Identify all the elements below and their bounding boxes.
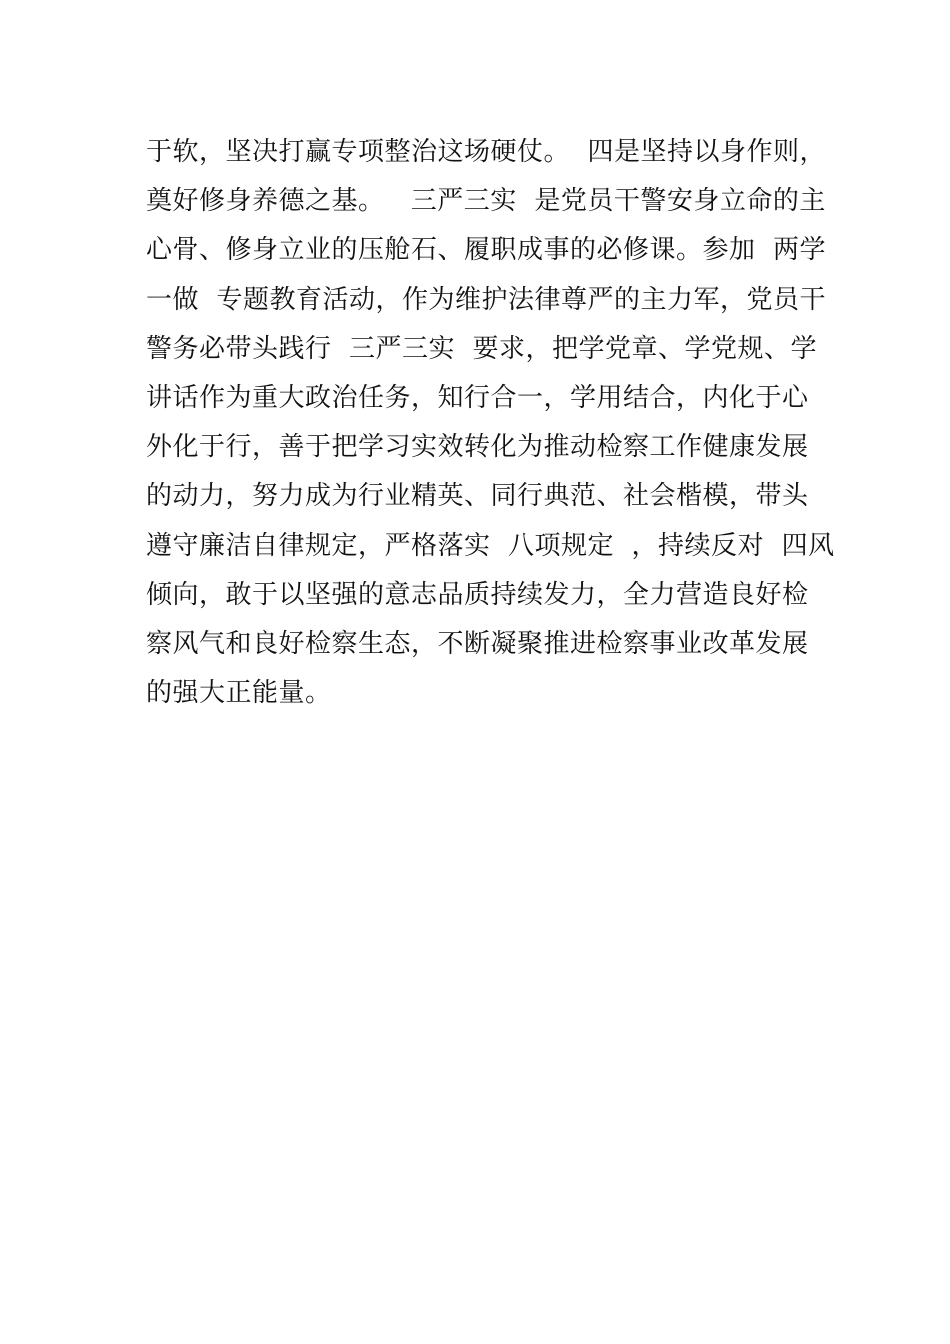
- body-paragraph: [146, 128, 835, 718]
- text-line: 警务必带头践行 三严三实 要求，把学党章、学党规、学: [146, 333, 818, 364]
- text-line: 遵守廉洁自律规定，严格落实 八项规定 ，持续反对 四风: [146, 530, 835, 561]
- text-line: 心骨、修身立业的压舱石、履职成事的必修课。参加 两学: [146, 235, 827, 266]
- text-line: 的强大正能量。: [146, 678, 332, 709]
- text-line: 一做 专题教育活动，作为维护法律尊严的主力军，党员干: [146, 284, 827, 315]
- text-line: 奠好修身养德之基。 三严三实 是党员干警安身立命的主: [146, 186, 826, 217]
- text-line: 外化于行，善于把学习实效转化为推动检察工作健康发展: [146, 432, 809, 463]
- text-line: 倾向，敢于以坚强的意志品质持续发力，全力营造良好检: [146, 579, 809, 610]
- text-line: 讲话作为重大政治任务，知行合一，学用结合，内化于心: [146, 382, 809, 413]
- text-line: 察风气和良好检察生态，不断凝聚推进检察事业改革发展: [146, 628, 809, 659]
- text-line: 于软，坚决打赢专项整治这场硬仗。 四是坚持以身作则，: [146, 137, 827, 167]
- text-line: 的动力，努力成为行业精英、同行典范、社会楷模，带头: [146, 481, 809, 512]
